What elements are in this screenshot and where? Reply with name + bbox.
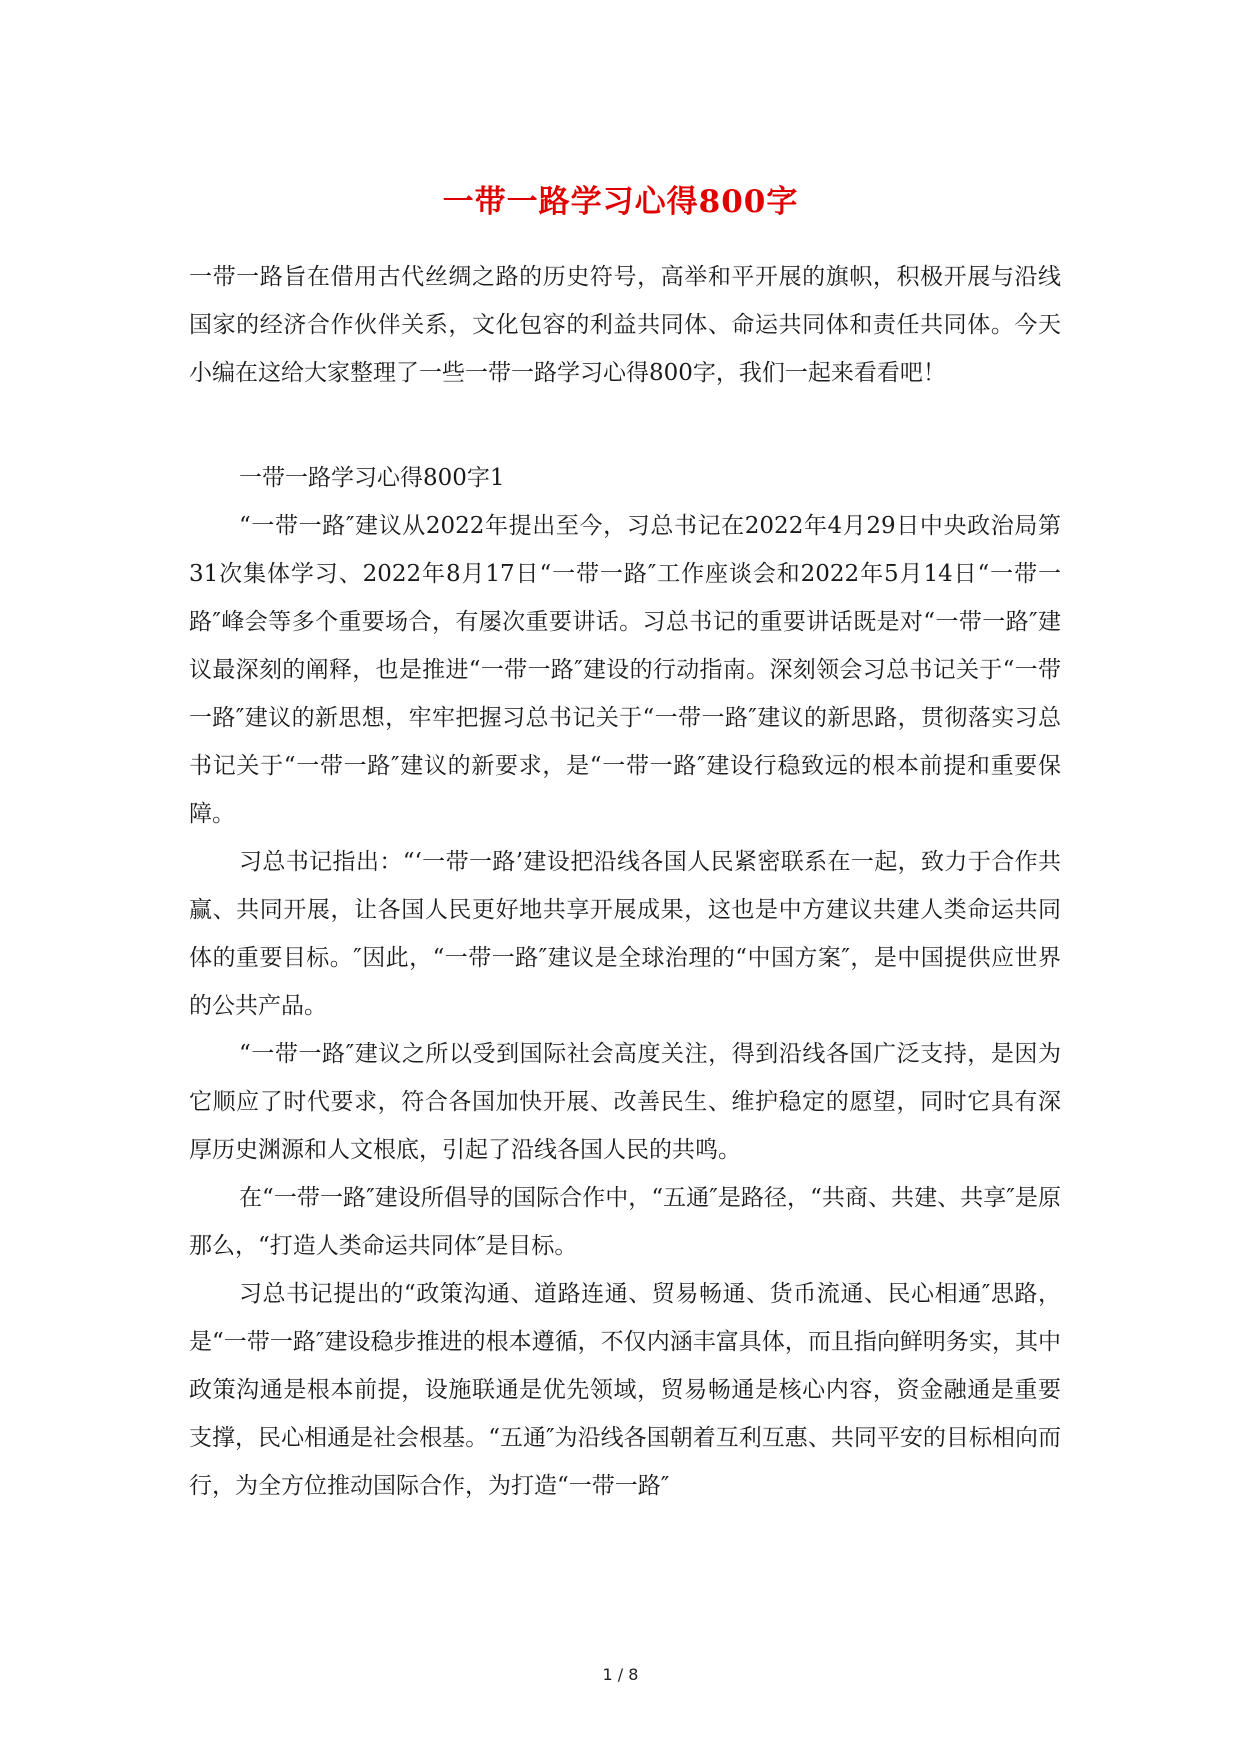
body-paragraph-3: “一带一路″建议之所以受到国际社会高度关注，得到沿线各国广泛支持，是因为它顺应了时代要求，符合各国加快开展、改善民生、维护稳定的愿望，同时它具有深厚历史渊源和人文根底，引起了沿线各国人民的共鸣。	[189, 1041, 1061, 1163]
page-number: 1 / 8	[602, 1665, 639, 1684]
intro-paragraph: 一带一路旨在借用古代丝绸之路的历史符号，高举和平开展的旗帜，积极开展与沿线国家的经济合作伙伴关系，文化包容的利益共同体、命运共同体和责任共同体。今天小编在这给大家整理了一些一带一路学习心得800字，我们一起来看看吧！	[189, 264, 1061, 386]
body-paragraph-5: 习总书记提出的“政策沟通、道路连通、贸易畅通、货币流通、民心相通″思路，是“一带一路″建设稳步推进的根本遵循，不仅内涵丰富具体，而且指向鲜明务实，其中政策沟通是根本前提，设施联通是优先领域，贸易畅通是核心内容，资金融通是重要支撑，民心相通是社会根基。“五通″为沿线各国朝着互利互惠、共同平安的目标相向而行，为全方位推动国际合作，为打造“一带一路″	[189, 1281, 1061, 1499]
body-paragraph-2: 习总书记指出：“‘一带一路’建设把沿线各国人民紧密联系在一起，致力于合作共赢、共同开展，让各国人民更好地共享开展成果，这也是中方建议共建人类命运共同体的重要目标。″因此，“一带一路″建议是全球治理的“中国方案″，是中国提供应世界的公共产品。	[189, 849, 1061, 1019]
body-paragraph-4: 在“一带一路″建设所倡导的国际合作中，“五通″是路径，“共商、共建、共享″是原那么，“打造人类命运共同体″是目标。	[189, 1185, 1061, 1259]
section-heading: 一带一路学习心得800字1	[239, 465, 505, 491]
document-body	[189, 253, 1061, 1510]
document-title: 一带一路学习心得800字	[442, 184, 799, 220]
body-paragraph-1: “一带一路″建议从2022年提出至今，习总书记在2022年4月29日中央政治局第31次集体学习、2022年8月17日“一带一路″工作座谈会和2022年5月14日“一带一路″峰会等多个重要场合，有屡次重要讲话。习总书记的重要讲话既是对“一带一路″建议最深刻的阐释，也是推进“一带一路″建设的行动指南。深刻领会习总书记关于“一带一路″建议的新思想，牢牢把握习总书记关于“一带一路″建议的新思路，贯彻落实习总书记关于“一带一路″建议的新要求，是“一带一路″建设行稳致远的根本前提和重要保障。	[189, 513, 1061, 827]
